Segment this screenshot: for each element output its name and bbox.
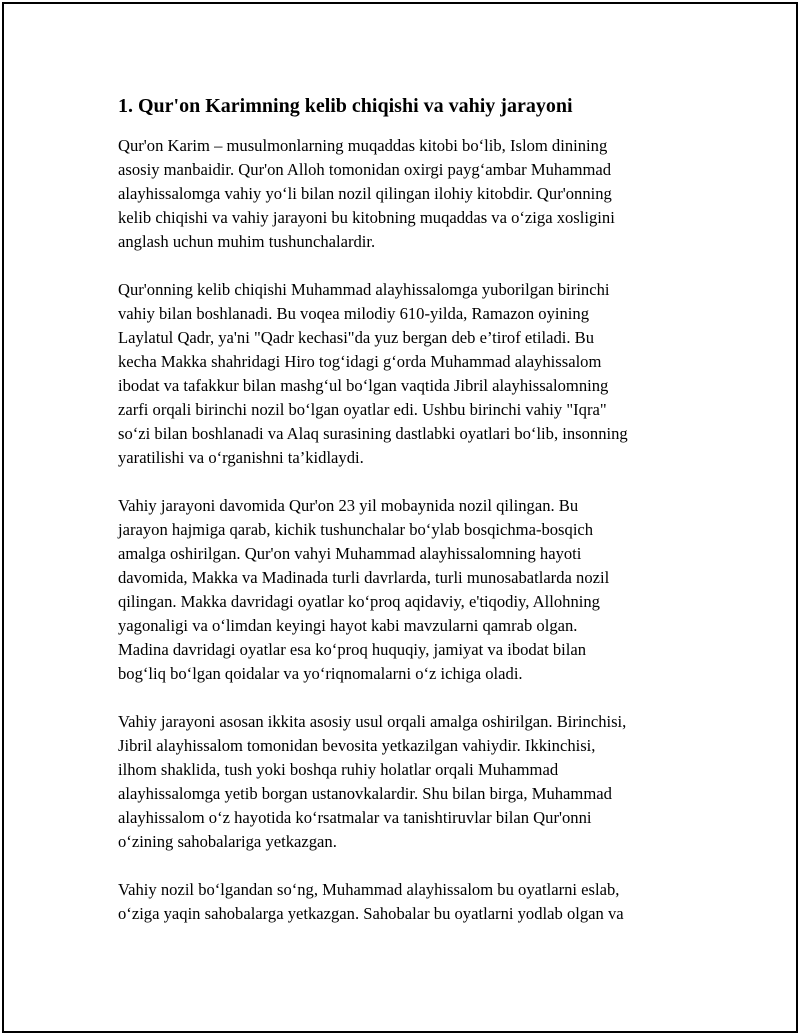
paragraph-5 <box>118 878 698 926</box>
text-line: ibodat va tafakkur bilan mashgʻul boʻlgan vaqtida Jibril alayhissalomning <box>118 376 609 395</box>
text-line: Vahiy nozil boʻlgandan soʻng, Muhammad alayhissalom bu oyatlarni eslab, <box>118 880 620 899</box>
text-line: vahiy bilan boshlanadi. Bu voqea milodiy 610-yilda, Ramazon oyining <box>118 304 590 323</box>
text-line: Laylatul Qadr, ya'ni "Qadr kechasi"da yuz bergan deb e’tirof etiladi. Bu <box>118 328 595 347</box>
text-line: Qur'on Karim – musulmonlarning muqaddas kitobi boʻlib, Islom dinining <box>118 136 608 155</box>
text-line: yagonaligi va oʻlimdan keyingi hayot kabi mavzularni qamrab olgan. <box>118 616 578 635</box>
text-line: Qur'onning kelib chiqishi Muhammad alayhissalomga yuborilgan birinchi <box>118 280 610 299</box>
text-line: alayhissalomga yetib borgan ustanovkalardir. Shu bilan birga, Muhammad <box>118 784 612 803</box>
text-line: davomida, Makka va Madinada turli davrlarda, turli munosabatlarda nozil <box>118 568 610 587</box>
section-title: 1. Qur'on Karimning kelib chiqishi va vahiy jarayoni <box>118 95 573 117</box>
paragraph-4 <box>118 710 698 854</box>
text-line: alayhissalomga vahiy yoʻli bilan nozil qilingan ilohiy kitobdir. Qur'onning <box>118 184 612 203</box>
text-line: ilhom shaklida, tush yoki boshqa ruhiy holatlar orqali Muhammad <box>118 760 559 779</box>
text-line: bogʻliq boʻlgan qoidalar va yoʻriqnomalarni oʻz ichiga oladi. <box>118 664 523 683</box>
text-line: oʻzining sahobalariga yetkazgan. <box>118 832 337 851</box>
text-line: soʻzi bilan boshlanadi va Alaq surasining dastlabki oyatlari boʻlib, insonning <box>118 424 628 443</box>
text-line: Jibril alayhissalom tomonidan bevosita yetkazilgan vahiydir. Ikkinchisi, <box>118 736 596 755</box>
paragraph-3 <box>118 494 698 686</box>
text-line: kecha Makka shahridagi Hiro togʻidagi gʻorda Muhammad alayhissalom <box>118 352 602 371</box>
paragraph-2 <box>118 278 698 470</box>
text-line: amalga oshirilgan. Qur'on vahyi Muhammad alayhissalomning hayoti <box>118 544 582 563</box>
text-line: Madina davridagi oyatlar esa koʻproq huquqiy, jamiyat va ibodat bilan <box>118 640 587 659</box>
text-line: asosiy manbaidir. Qur'on Alloh tomonidan oxirgi paygʻambar Muhammad <box>118 160 612 179</box>
text-line: zarfi orqali birinchi nozil boʻlgan oyatlar edi. Ushbu birinchi vahiy "Iqra" <box>118 400 607 419</box>
text-line: oʻziga yaqin sahobalarga yetkazgan. Sahobalar bu oyatlarni yodlab olgan va <box>118 904 624 923</box>
text-line: yaratilishi va oʻrganishni ta’kidlaydi. <box>118 448 364 467</box>
text-line: alayhissalom oʻz hayotida koʻrsatmalar va tanishtiruvlar bilan Qur'onni <box>118 808 592 827</box>
text-line: anglash uchun muhim tushunchalardir. <box>118 232 376 251</box>
text-line: qilingan. Makka davridagi oyatlar koʻproq aqidaviy, e'tiqodiy, Allohning <box>118 592 600 611</box>
text-line: jarayon hajmiga qarab, kichik tushunchalar boʻylab bosqichma-bosqich <box>118 520 594 539</box>
text-line: kelib chiqishi va vahiy jarayoni bu kitobning muqaddas va oʻziga xosligini <box>118 208 615 227</box>
document-body <box>118 92 698 950</box>
paragraph-1 <box>118 134 698 254</box>
text-line: Vahiy jarayoni davomida Qur'on 23 yil mobaynida nozil qilingan. Bu <box>118 496 579 515</box>
text-line: Vahiy jarayoni asosan ikkita asosiy usul orqali amalga oshirilgan. Birinchisi, <box>118 712 627 731</box>
